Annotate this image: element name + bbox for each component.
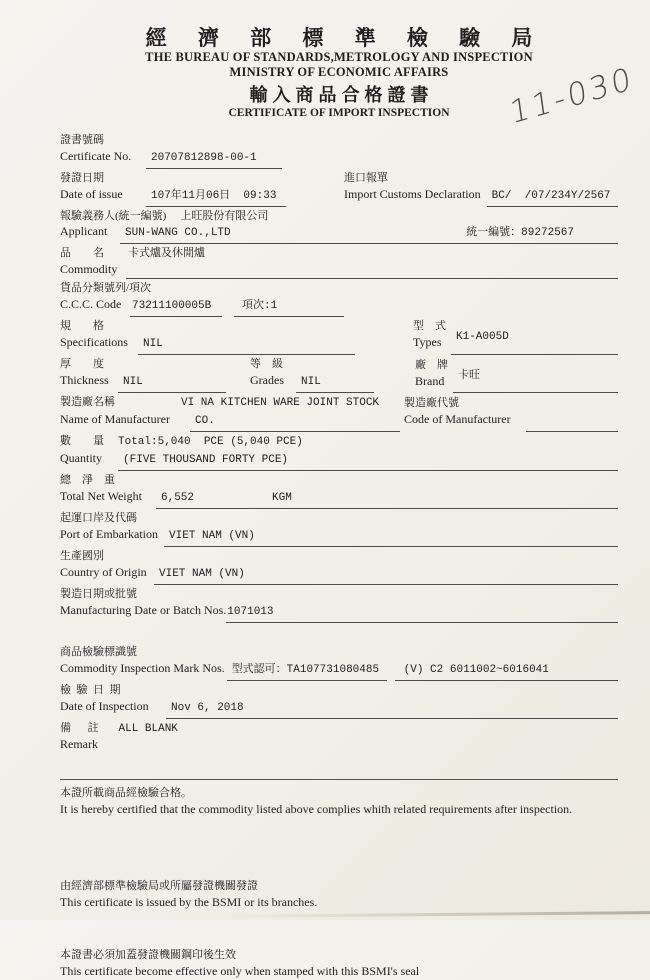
- applicant-value-zh: 上旺股份有限公司: [180, 210, 269, 222]
- field-mfg-date: [60, 587, 618, 623]
- scan-edge-artifact: [220, 911, 650, 918]
- specifications-value: NIL: [143, 338, 163, 350]
- inspection-mark-underline-1: [227, 659, 387, 681]
- origin-label-en: Country of Origin: [60, 565, 147, 579]
- import-declaration-underline: [487, 185, 618, 207]
- applicant-label-en: Applicant: [60, 224, 108, 238]
- field-ccc-code: [60, 281, 618, 317]
- mfg-date-label-zh: 製造日期或批號: [60, 588, 137, 600]
- grades-value: NIL: [301, 376, 321, 388]
- inspection-mark-label-zh: 商品檢驗標識號: [60, 646, 137, 658]
- certificate-no-label-en: Certificate No.: [60, 149, 132, 163]
- field-quantity: [60, 434, 618, 471]
- net-weight-label-zh: 總 淨 重: [60, 474, 115, 486]
- inspection-date-value: Nov 6, 2018: [171, 702, 244, 714]
- ccc-item-underline: [234, 295, 344, 317]
- specifications-underline: [138, 333, 355, 355]
- field-spec-and-types: [60, 319, 618, 355]
- field-import-declaration: [344, 171, 618, 207]
- types-underline: [451, 333, 618, 355]
- field-issue-and-declaration: [60, 171, 618, 207]
- port-label-en: Port of Embarkation: [60, 527, 158, 541]
- field-manufacturer-row: [60, 395, 618, 432]
- manufacturer-code-label-en: Code of Manufacturer: [404, 412, 511, 426]
- inspection-mark-value-1: 型式認可：TA107731080485: [231, 664, 380, 676]
- quantity-value-line2: (FIVE THOUSAND FORTY PCE): [123, 454, 289, 466]
- grades-label-en: Grades: [250, 373, 284, 387]
- handwritten-mark: 11-030: [508, 60, 637, 132]
- certify-statement: [60, 785, 618, 818]
- applicant-uniform-no: 統一編號：89272567: [466, 227, 574, 239]
- field-inspection-date: [60, 683, 618, 719]
- field-brand: [415, 358, 618, 393]
- field-commodity: [60, 246, 618, 279]
- certify-statement-zh: 本證所載商品經檢驗合格。: [60, 787, 192, 799]
- types-label-en: Types: [413, 335, 442, 349]
- seal-statement-zh: 本證書必須加蓋發證機關鋼印後生效: [60, 949, 236, 961]
- commodity-label-zh: 品 名: [60, 247, 104, 259]
- import-declaration-label-en: Import Customs Declaration: [344, 187, 481, 201]
- thickness-label-zh: 厚 度: [60, 358, 104, 370]
- thickness-underline: [118, 371, 226, 393]
- inspection-mark-label-en: Commodity Inspection Mark Nos.: [60, 661, 225, 675]
- brand-value: 卡旺: [458, 369, 480, 381]
- mfg-date-value: 1071013: [227, 606, 274, 618]
- field-manufacturer-code: [404, 396, 618, 432]
- commodity-underline: [126, 260, 618, 279]
- origin-underline: [154, 563, 618, 585]
- ccc-value-underline: [130, 295, 222, 317]
- port-underline: [164, 525, 618, 547]
- certificate-title-zh: 輸入商品合格證書: [249, 85, 434, 105]
- field-date-of-issue: [60, 171, 344, 207]
- types-label-zh: 型 式: [413, 320, 446, 332]
- origin-value: VIET NAM (VN): [159, 568, 245, 580]
- remark-value: ALL BLANK: [118, 723, 178, 735]
- manufacturer-code-underline: [526, 410, 618, 432]
- date-of-issue-underline: [146, 185, 286, 207]
- issued-statement-zh: 由經濟部標準檢驗局或所屬發證機關發證: [60, 880, 258, 892]
- field-inspection-mark: [60, 645, 618, 681]
- commodity-value: 卡式爐及休閒爐: [128, 247, 205, 259]
- field-certificate-no: [60, 133, 618, 169]
- inspection-date-label-en: Date of Inspection: [60, 699, 149, 713]
- ccc-item-value: 項次:1: [242, 300, 278, 312]
- manufacturer-label-en: Name of Manufacturer: [60, 412, 170, 426]
- quantity-label-en: Quantity: [60, 451, 102, 465]
- date-of-issue-value: 107年11月06日 09:33: [151, 190, 277, 202]
- types-value: K1-A005D: [456, 331, 509, 343]
- certificate-no-value: 20707812898-00-1: [151, 152, 257, 164]
- certificate-no-label-zh: 證書號碼: [60, 134, 104, 146]
- import-declaration-value: BC/ /07/234Y/2567: [491, 190, 611, 202]
- thickness-value: NIL: [123, 376, 143, 388]
- mfg-date-label-en: Manufacturing Date or Batch Nos.: [60, 603, 227, 617]
- applicant-underline: [120, 225, 618, 244]
- quantity-label-zh: 數 量: [60, 435, 104, 447]
- ccc-value: 73211100005B: [132, 300, 212, 312]
- origin-label-zh: 生產國別: [60, 550, 104, 562]
- bureau-title-en: THE BUREAU OF STANDARDS,METROLOGY AND INSPECTION: [145, 50, 533, 64]
- quantity-underline: [118, 449, 618, 471]
- seal-statement: [60, 947, 618, 980]
- manufacturer-code-value: [531, 415, 538, 427]
- bureau-title-zh: 經 濟 部 標 準 檢 驗 局: [145, 26, 546, 50]
- manufacturer-value-line1: VI NA KITCHEN WARE JOINT STOCK: [181, 397, 380, 409]
- issued-statement-en: This certificate is issued by the BSMI or its branches.: [60, 895, 318, 909]
- field-thickness: [60, 357, 250, 393]
- net-weight-unit: KGM: [272, 492, 292, 504]
- certificate-title-en: CERTIFICATE OF IMPORT INSPECTION: [228, 107, 450, 119]
- net-weight-underline: [156, 487, 618, 509]
- field-manufacturer: [60, 395, 400, 432]
- field-net-weight: [60, 473, 618, 509]
- commodity-label-en: Commodity: [60, 262, 118, 276]
- remark-label-en: Remark: [60, 737, 98, 751]
- seal-statement-en: This certificate become effective only when stamped with this BSMI's seal: [60, 964, 420, 978]
- date-of-issue-label-en: Date of issue: [60, 187, 123, 201]
- manufacturer-underline: [190, 410, 400, 432]
- field-specifications: [60, 319, 355, 355]
- grades-underline: [296, 371, 374, 393]
- brand-underline: [453, 369, 618, 393]
- issued-statement: [60, 878, 618, 911]
- specifications-label-en: Specifications: [60, 335, 128, 349]
- section-gap: [60, 625, 618, 645]
- field-applicant: [60, 209, 618, 244]
- fields: [60, 133, 618, 753]
- applicant-label-zh: 報驗義務人(統一編號): [60, 210, 167, 222]
- field-origin: [60, 549, 618, 585]
- field-grades: [250, 357, 415, 393]
- date-of-issue-label-zh: 發證日期: [60, 172, 104, 184]
- remark-label-zh: 備 註: [60, 722, 99, 734]
- import-declaration-label-zh: 進口報單: [344, 172, 388, 184]
- inspection-mark-underline-2: [395, 659, 618, 681]
- field-remark: [60, 721, 618, 753]
- port-label-zh: 起運口岸及代碼: [60, 512, 137, 524]
- field-thickness-grades-brand: [60, 357, 618, 393]
- thickness-label-en: Thickness: [60, 373, 109, 387]
- inspection-date-underline: [166, 697, 618, 719]
- mfg-date-underline: [226, 601, 618, 623]
- brand-label-en: Brand: [415, 374, 445, 388]
- field-port: [60, 511, 618, 547]
- separator-rule: [60, 779, 618, 780]
- net-weight-value: 6,552: [161, 492, 195, 504]
- inspection-date-label-zh: 檢 驗 日 期: [60, 684, 121, 696]
- grades-label-zh: 等 級: [250, 358, 283, 370]
- specifications-label-zh: 規 格: [60, 320, 104, 332]
- quantity-value-line1: Total:5,040 PCE (5,040 PCE): [118, 436, 303, 448]
- ministry-title-en: MINISTRY OF ECONOMIC AFFAIRS: [229, 64, 449, 79]
- brand-label-zh: 廠 牌: [415, 359, 448, 371]
- ccc-label-en: C.C.C. Code: [60, 297, 122, 311]
- applicant-value-en: SUN-WANG CO.,LTD: [125, 227, 231, 239]
- manufacturer-value-line2: CO.: [195, 415, 215, 427]
- field-types: [413, 319, 618, 355]
- manufacturer-label-zh: 製造廠名稱: [60, 396, 115, 408]
- certificate-no-underline: [146, 147, 282, 169]
- net-weight-label-en: Total Net Weight: [60, 489, 142, 503]
- inspection-mark-value-2: (V) C2 6011002~6016041: [403, 664, 549, 676]
- port-value: VIET NAM (VN): [169, 530, 255, 542]
- manufacturer-code-label-zh: 製造廠代號: [404, 397, 459, 409]
- ccc-label-zh: 貨品分類號列/項次: [60, 282, 152, 294]
- certify-statement-en: It is hereby certified that the commodity listed above complies whith related requirements after inspection.: [60, 802, 573, 816]
